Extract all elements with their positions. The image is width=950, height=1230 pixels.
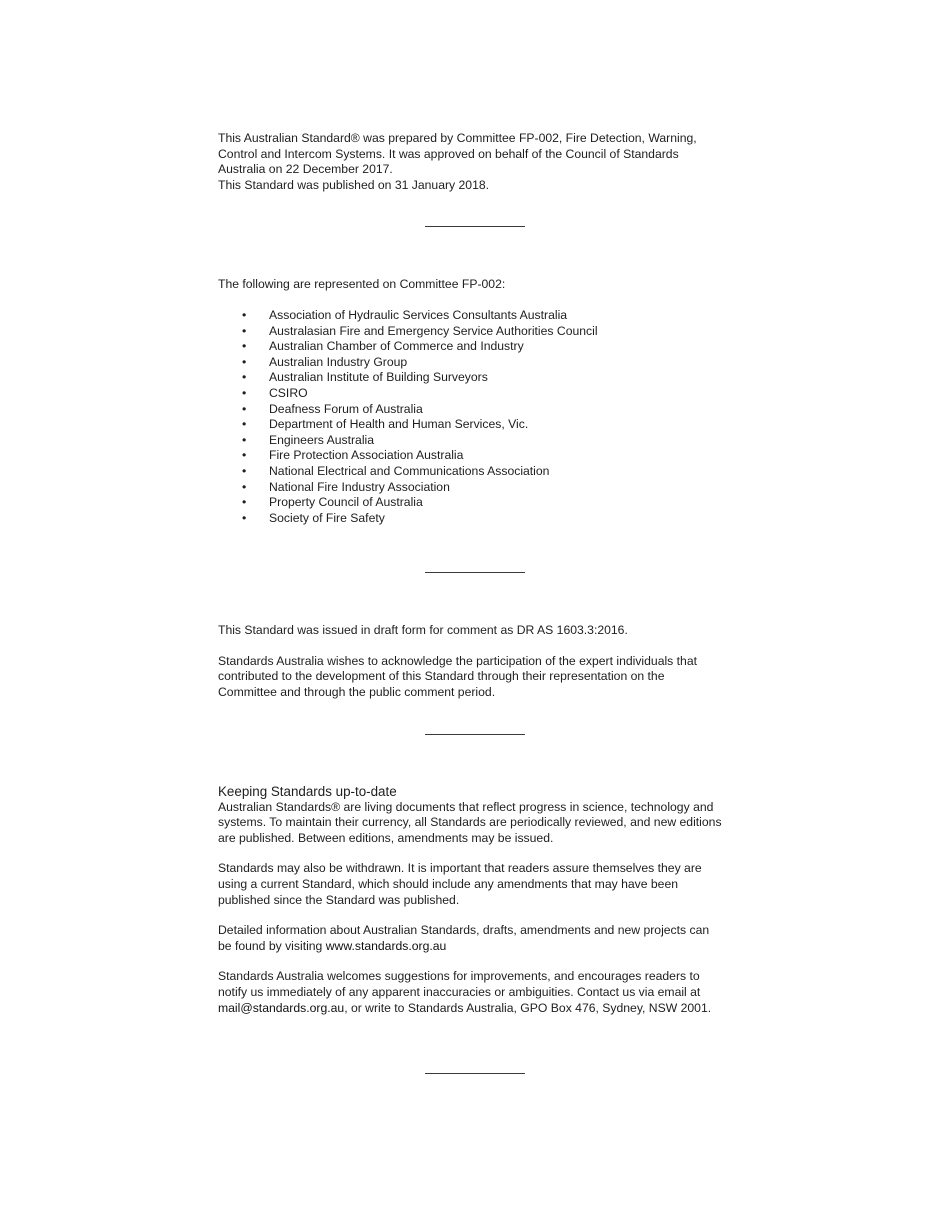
bullet-icon: • (242, 401, 247, 416)
paragraph-line: notify us immediately of any apparent inaccuracies or ambiguities. Contact us via email at (218, 985, 701, 999)
preparation-paragraph (218, 131, 738, 193)
section-divider (425, 226, 525, 227)
bullet-icon: • (242, 385, 247, 400)
section-divider (425, 1073, 525, 1074)
member-name: Australian Industry Group (269, 354, 408, 369)
acknowledgement-line: Committee and through the public comment period. (218, 685, 496, 700)
list-item (218, 308, 738, 324)
bullet-icon: • (242, 307, 247, 322)
bullet-icon: • (242, 510, 247, 525)
bullet-icon: • (242, 323, 247, 338)
member-name: Australian Chamber of Commerce and Industry (269, 339, 524, 354)
section-divider (425, 572, 525, 573)
list-item (218, 355, 738, 371)
list-item (218, 433, 738, 449)
prep-line: Australia on 22 December 2017. (218, 162, 393, 177)
draft-issued-note: This Standard was issued in draft form for comment as DR AS 1603.3:2016. (218, 623, 628, 638)
paragraph-line: , or write to Standards Australia, GPO Box 476, Sydney, NSW 2001. (344, 1000, 712, 1015)
bullet-icon: • (242, 495, 247, 510)
withdrawn-paragraph (218, 861, 738, 908)
acknowledgement-line: contributed to the development of this Standard through their representation on the (218, 669, 665, 684)
prep-line: This Australian Standard® was prepared by Committee FP-002, Fire Detection, Warning, (218, 131, 697, 145)
prep-line: This Standard was published on 31 January 2018. (218, 177, 490, 192)
acknowledgement-paragraph (218, 654, 738, 701)
list-item (218, 324, 738, 340)
paragraph-line: using a current Standard, which should include any amendments that may have been (218, 877, 679, 892)
prep-line: Control and Intercom Systems. It was approved on behalf of the Council of Standards (218, 146, 679, 161)
list-item (218, 417, 738, 433)
member-name: Department of Health and Human Services, Vic. (269, 417, 529, 432)
paragraph-line: published since the Standard was published. (218, 892, 460, 907)
committee-intro: The following are represented on Committee FP-002: (218, 277, 506, 292)
contact-email-link[interactable]: mail@standards.org.au (218, 1000, 345, 1015)
bullet-icon: • (242, 370, 247, 385)
list-item (218, 495, 738, 511)
section-divider (425, 734, 525, 735)
member-name: Fire Protection Association Australia (269, 448, 464, 463)
bullet-icon: • (242, 432, 247, 447)
acknowledgement-line: Standards Australia wishes to acknowledge the participation of the expert individuals that (218, 653, 697, 668)
member-name: Society of Fire Safety (269, 510, 385, 525)
bullet-icon: • (242, 479, 247, 494)
paragraph-line: systems. To maintain their currency, all Standards are periodically reviewed, and new editions (218, 815, 722, 830)
list-item (218, 386, 738, 402)
member-name: Association of Hydraulic Services Consultants Australia (269, 307, 568, 322)
member-name: CSIRO (269, 385, 308, 400)
paragraph-line: be found by visiting (218, 938, 326, 953)
standards-website-link[interactable]: www.standards.org.au (325, 938, 447, 953)
bullet-icon: • (242, 354, 247, 369)
paragraph-line: Standards Australia welcomes suggestions for improvements, and encourages readers to (218, 969, 700, 984)
list-item (218, 448, 738, 464)
paragraph-line: Detailed information about Australian Standards, drafts, amendments and new projects can (218, 923, 710, 938)
member-name: Engineers Australia (269, 432, 375, 447)
section-heading: Keeping Standards up-to-date (218, 783, 397, 799)
member-name: Property Council of Australia (269, 495, 423, 510)
member-name: Deafness Forum of Australia (269, 401, 423, 416)
list-item (218, 402, 738, 418)
list-item (218, 370, 738, 386)
bullet-icon: • (242, 448, 247, 463)
committee-member-list (218, 308, 738, 526)
member-name: Australian Institute of Building Surveyors (269, 370, 488, 385)
website-paragraph (218, 923, 738, 954)
list-item (218, 511, 738, 527)
bullet-icon: • (242, 339, 247, 354)
feedback-paragraph (218, 969, 738, 1016)
living-documents-paragraph (218, 800, 738, 847)
list-item (218, 480, 738, 496)
bullet-icon: • (242, 463, 247, 478)
list-item (218, 339, 738, 355)
list-item (218, 464, 738, 480)
paragraph-line: Standards may also be withdrawn. It is important that readers assure themselves they are (218, 861, 702, 876)
bullet-icon: • (242, 417, 247, 432)
document-page (218, 131, 738, 1074)
member-name: National Electrical and Communications Association (269, 463, 550, 478)
paragraph-line: are published. Between editions, amendments may be issued. (218, 830, 554, 845)
member-name: National Fire Industry Association (269, 479, 450, 494)
paragraph-line: Australian Standards® are living documents that reflect progress in science, technology and (218, 799, 714, 814)
member-name: Australasian Fire and Emergency Service Authorities Council (269, 323, 598, 338)
